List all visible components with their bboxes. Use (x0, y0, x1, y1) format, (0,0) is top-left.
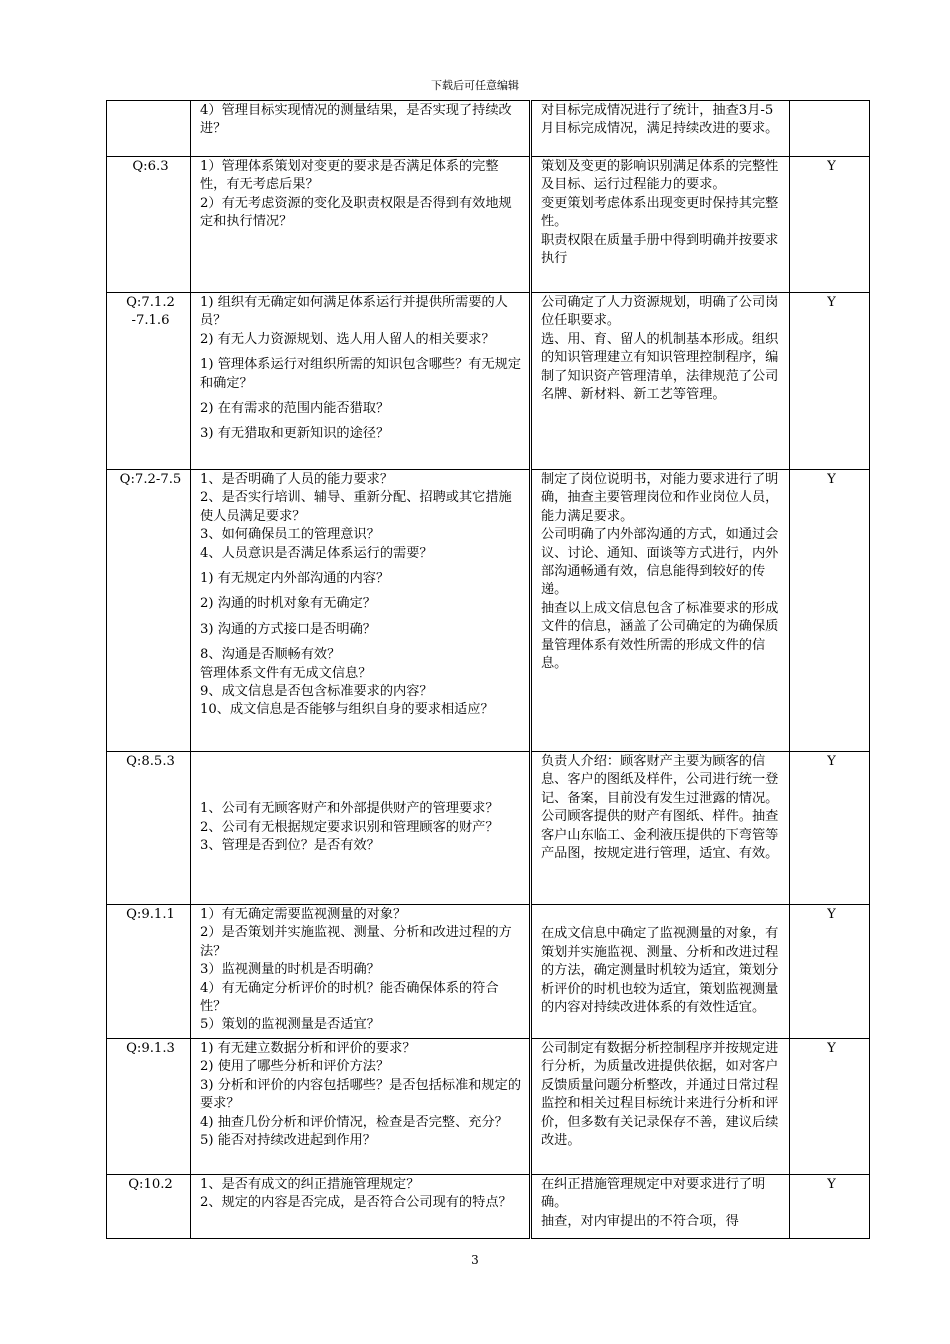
audit-question: 1) 管理体系运行对组织所需的知识包含哪些？有无规定和确定？ (200, 357, 522, 391)
clause-cell: Q:9.1.1 (107, 905, 191, 1039)
clause-cell: Q:7.2-7.5 (107, 470, 191, 752)
table-row (107, 157, 870, 293)
audit-checklist-table (106, 100, 870, 1239)
audit-question: 4）有无确定分析评价的时机？能否确保体系的符合性？ (200, 980, 499, 1015)
audit-question: 1) 有无规定内外部沟通的内容？ (200, 571, 390, 587)
table-row (107, 470, 870, 752)
clause-cell: Q:7.1.2 -7.1.6 (107, 293, 191, 470)
table-row (107, 101, 870, 157)
audit-questions-cell (191, 293, 531, 470)
audit-questions-cell (191, 1175, 531, 1239)
audit-question: 3) 分析和评价的内容包括哪些？是否包括标准和规定的要求？ (200, 1077, 522, 1112)
audit-finding: 策划及变更的影响识别满足体系的完整性及目标、运行过程能力的要求。 (541, 159, 779, 193)
audit-question: 1）有无确定需要监视测量的对象？ (200, 907, 407, 922)
result-cell: Y (790, 1175, 870, 1239)
audit-finding: 职责权限在质量手册中得到明确并按要求执行 (541, 232, 779, 267)
audit-question: 3、管理是否到位？是否有效？ (200, 838, 380, 854)
audit-finding: 公司制定有数据分析控制程序并按规定进行分析，为质量改进提供依据，如对客户反馈质量问题分析整改，并通过日常过程监控和相关过程目标统计来进行分析和评价，但多数有关记录保存不善，建议后续改进。 (541, 1041, 779, 1149)
result-cell: Y (790, 157, 870, 293)
audit-finding: 公司确定了人力资源规划，明确了公司岗位任职要求。 (541, 295, 779, 329)
audit-questions-cell (191, 157, 531, 293)
audit-finding: 制定了岗位说明书，对能力要求进行了明确，抽查主要管理岗位和作业岗位人员，能力满足要求。 (541, 472, 779, 524)
result-cell: Y (790, 752, 870, 905)
page-header: 下载后可任意编辑 (431, 79, 519, 92)
clause-cell: Q:6.3 (107, 157, 191, 293)
audit-finding: 公司顾客提供的财产有图纸、样件。抽查客户山东临工、金利液压提供的下弯管等产品图，按规定进行管理，适宜、有效。 (541, 809, 779, 862)
audit-question: 管理体系文件有无成文信息？ (200, 665, 372, 681)
audit-question: 2) 沟通的时机对象有无确定？ (200, 596, 376, 612)
audit-finding: 抽查，对内审提出的不符合项，得 (541, 1213, 739, 1229)
audit-question: 10、成文信息是否能够与组织自身的要求相适应？ (200, 702, 494, 718)
table-row (107, 752, 870, 905)
audit-finding: 在纠正措施管理规定中对要求进行了明确。 (541, 1177, 766, 1211)
result-cell: Y (790, 470, 870, 752)
audit-questions-cell (191, 101, 531, 157)
audit-findings-cell (531, 101, 790, 157)
audit-question: 4、人员意识是否满足体系运行的需要？ (200, 545, 433, 561)
audit-question: 4) 抽查几份分析和评价情况，检查是否完整、充分？ (200, 1114, 508, 1130)
audit-question: 1）管理体系策划对变更的要求是否满足体系的完整性，有无考虑后果？ (200, 159, 499, 193)
audit-finding: 公司明确了内外部沟通的方式，如通过会议、讨论、通知、面谈等方式进行，内外部沟通畅通有效，信息能得到较好的传递。 (541, 527, 779, 598)
audit-question: 3) 有无猎取和更新知识的途径？ (200, 426, 390, 442)
audit-question: 5) 能否对持续改进起到作用？ (200, 1133, 376, 1149)
audit-question: 4）管理目标实现情况的测量结果，是否实现了持续改进？ (200, 103, 512, 137)
audit-question: 1、是否有成文的纠正措施管理规定？ (200, 1177, 420, 1192)
clause-cell (107, 101, 191, 157)
audit-question: 2) 在有需求的范围内能否猎取？ (200, 401, 390, 417)
audit-question: 2、公司有无根据规定要求识别和管理顾客的财产？ (200, 819, 499, 835)
audit-finding: 对目标完成情况进行了统计，抽查3月-5月目标完成情况，满足持续改进的要求。 (541, 103, 779, 137)
clause-cell: Q:8.5.3 (107, 752, 191, 905)
audit-finding: 在成文信息中确定了监视测量的对象，有策划并实施监视、测量、分析和改进过程的方法，确定测量时机较为适宜，策划分析评价的时机也较为适宜，策划监视测量的内容对持续改进体系的有效性适宜。 (541, 926, 779, 1016)
audit-findings-cell (531, 157, 790, 293)
audit-questions-cell (191, 470, 531, 752)
result-cell: Y (790, 1039, 870, 1175)
audit-questions-cell (191, 905, 531, 1039)
audit-question: 3、如何确保员工的管理意识？ (200, 527, 380, 543)
result-cell (790, 101, 870, 157)
audit-finding: 选、用、育、留人的机制基本形成。组织的知识管理建立有知识管理控制程序，编制了知识资产管理清单，法律规范了公司名牌、新材料、新工艺等管理。 (541, 331, 779, 403)
audit-question: 5）策划的监视测量是否适宜？ (200, 1017, 380, 1033)
table-row (107, 1039, 870, 1175)
audit-question: 1、公司有无顾客财产和外部提供财产的管理要求？ (200, 801, 499, 817)
audit-questions-cell (191, 752, 531, 905)
audit-finding: 负责人介绍：顾客财产主要为顾客的信息、客户的图纸及样件，公司进行统一登记、备案，目前没有发生过泄露的情况。 (541, 754, 779, 806)
audit-question: 1、是否明确了人员的能力要求？ (200, 472, 394, 487)
audit-question: 2、是否实行培训、辅导、重新分配、招聘或其它措施使人员满足要求？ (200, 490, 512, 524)
audit-question: 2) 有无人力资源规划、选人用人留人的相关要求？ (200, 331, 495, 347)
audit-questions-cell (191, 1039, 531, 1175)
page-number: 3 (471, 1253, 479, 1267)
audit-finding: 变更策划考虑体系出现变更时保持其完整性。 (541, 195, 779, 230)
audit-question: 3）监视测量的时机是否明确？ (200, 962, 380, 978)
audit-question: 8、沟通是否顺畅有效？ (200, 647, 341, 663)
audit-findings-cell (531, 470, 790, 752)
table-row (107, 1175, 870, 1239)
audit-findings-cell (531, 293, 790, 470)
audit-findings-cell (531, 752, 790, 905)
audit-question: 2）有无考虑资源的变化及职责权限是否得到有效地规定和执行情况？ (200, 195, 512, 230)
audit-findings-cell (531, 1175, 790, 1239)
clause-cell: Q:9.1.3 (107, 1039, 191, 1175)
audit-question: 3) 沟通的方式接口是否明确？ (200, 621, 376, 637)
table-row (107, 905, 870, 1039)
audit-question: 1) 有无建立数据分析和评价的要求？ (200, 1041, 416, 1056)
audit-finding: 抽查以上成文信息包含了标准要求的形成文件的信息，涵盖了公司确定的为确保质量管理体系有效性所需的形成文件的信息。 (541, 600, 779, 672)
audit-question: 2) 使用了哪些分析和评价方法？ (200, 1059, 390, 1075)
audit-question: 2、规定的内容是否完成，是否符合公司现有的特点？ (200, 1195, 512, 1211)
result-cell: Y (790, 293, 870, 470)
clause-cell: Q:10.2 (107, 1175, 191, 1239)
table-row (107, 293, 870, 470)
audit-question: 2）是否策划并实施监视、测量、分析和改进过程的方法？ (200, 925, 512, 959)
audit-question: 9、成文信息是否包含标准要求的内容？ (200, 684, 433, 700)
audit-findings-cell (531, 1039, 790, 1175)
result-cell: Y (790, 905, 870, 1039)
audit-question: 1) 组织有无确定如何满足体系运行并提供所需要的人员？ (200, 295, 508, 329)
audit-findings-cell (531, 905, 790, 1039)
